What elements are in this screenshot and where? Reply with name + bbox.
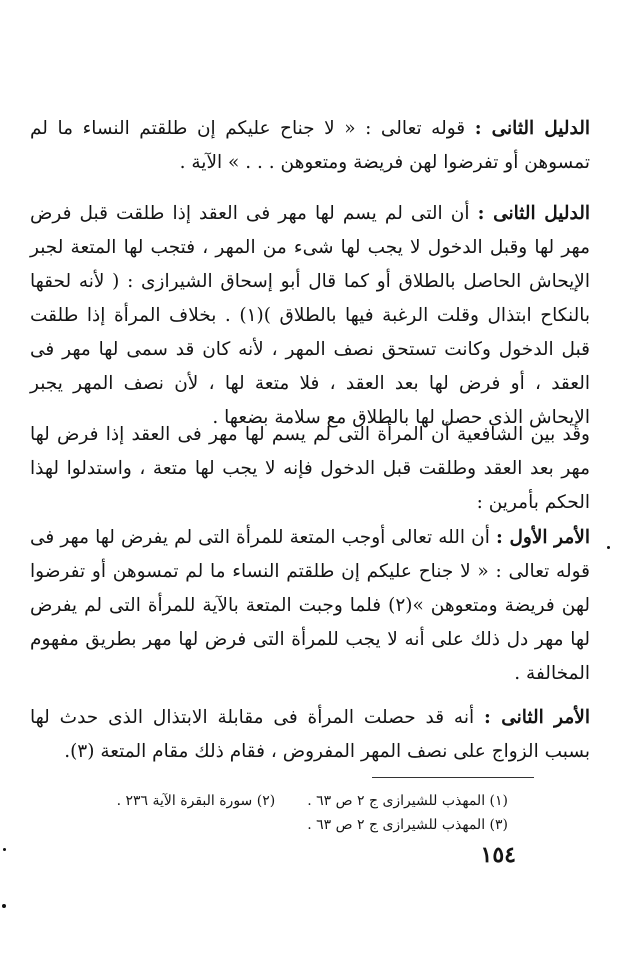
scan-speck xyxy=(2,904,6,908)
paragraph-lead: الأمر الأول : xyxy=(495,527,590,548)
paragraph-body: وقد بين الشافعية أن المرأة التى لم يسم لها مهر فى العقد إذا فرض لها مهر بعد العقد وطلقت قبل الدخول فإنه لا يجب لها متعة ، واستدلوا لهذا الحكم بأمرين : xyxy=(30,424,590,513)
paragraph-body: قوله تعالى : « لا جناح عليكم إن طلقتم النساء ما لم تمسوهن أو تفرضوا لهن فريضة ومتعوهن . . . » الآية . xyxy=(30,118,590,173)
footnote-row xyxy=(117,790,508,812)
page-number: ١٥٤ xyxy=(480,842,516,868)
footnote-2: (٢) سورة البقرة الآية ٢٣٦ . xyxy=(116,793,276,809)
paragraph-lead: الدليل الثانى : xyxy=(477,203,590,224)
footnote-3: (٣) المهذب للشيرازى ج ٢ ص ٦٣ . xyxy=(307,817,508,833)
scan-speck xyxy=(607,546,610,549)
footnote-1: (١) المهذب للشيرازى ج ٢ ص ٦٣ . xyxy=(307,793,508,809)
scan-speck xyxy=(3,848,6,851)
paragraph-body: أنه قد حصلت المرأة فى مقابلة الابتذال الذى حدث لها بسبب الزواج على نصف المهر المفروض ، فقام ذلك مقام المتعة (٣). xyxy=(30,707,590,762)
footnote-row xyxy=(307,814,508,836)
paragraph-lead: الأمر الثانى : xyxy=(483,707,590,728)
paragraph-body: أن الله تعالى أوجب المتعة للمرأة التى لم يفرض لها مهر فى قوله تعالى : « لا جناح عليكم إن طلقتم النساء ما لم تمسوهن أو تفرضوا لهن فريضة ومتعوهن »(٢) فلما وجبت المتعة بالآية للمرأة التى لم يفرض لها مهر دل ذلك على أنه لا يجب للمرأة التى فرض لها مهر بطريق مفهوم المخالفة . xyxy=(30,527,590,684)
paragraph-lead: الدليل الثانى : xyxy=(474,118,590,139)
paragraph-body: أن التى لم يسم لها مهر فى العقد إذا طلقت قبل فرض مهر لها وقبل الدخول لا يجب لها شىء من المهر ، فتجب لها المتعة لجبر الإيحاش الحاصل بالطلاق أو كما قال أبو إسحاق الشيرازى : ( لأنه لحقها بالنكاح ابتذال وقلت الرغبة فيها بالطلاق )(١) . بخلاف المرأة إذا طلقت قبل الدخول وكانت تستحق نصف المهر ، لأنه كان قد سمى لها مهر فى العقد ، أو فرض لها بعد العقد ، فلا متعة لها ، لأن نصف المهر يجبر الإيحاش الذى حصل لها بالطلاق مع سلامة بضعها . xyxy=(30,203,590,428)
footnotes xyxy=(80,0,508,968)
